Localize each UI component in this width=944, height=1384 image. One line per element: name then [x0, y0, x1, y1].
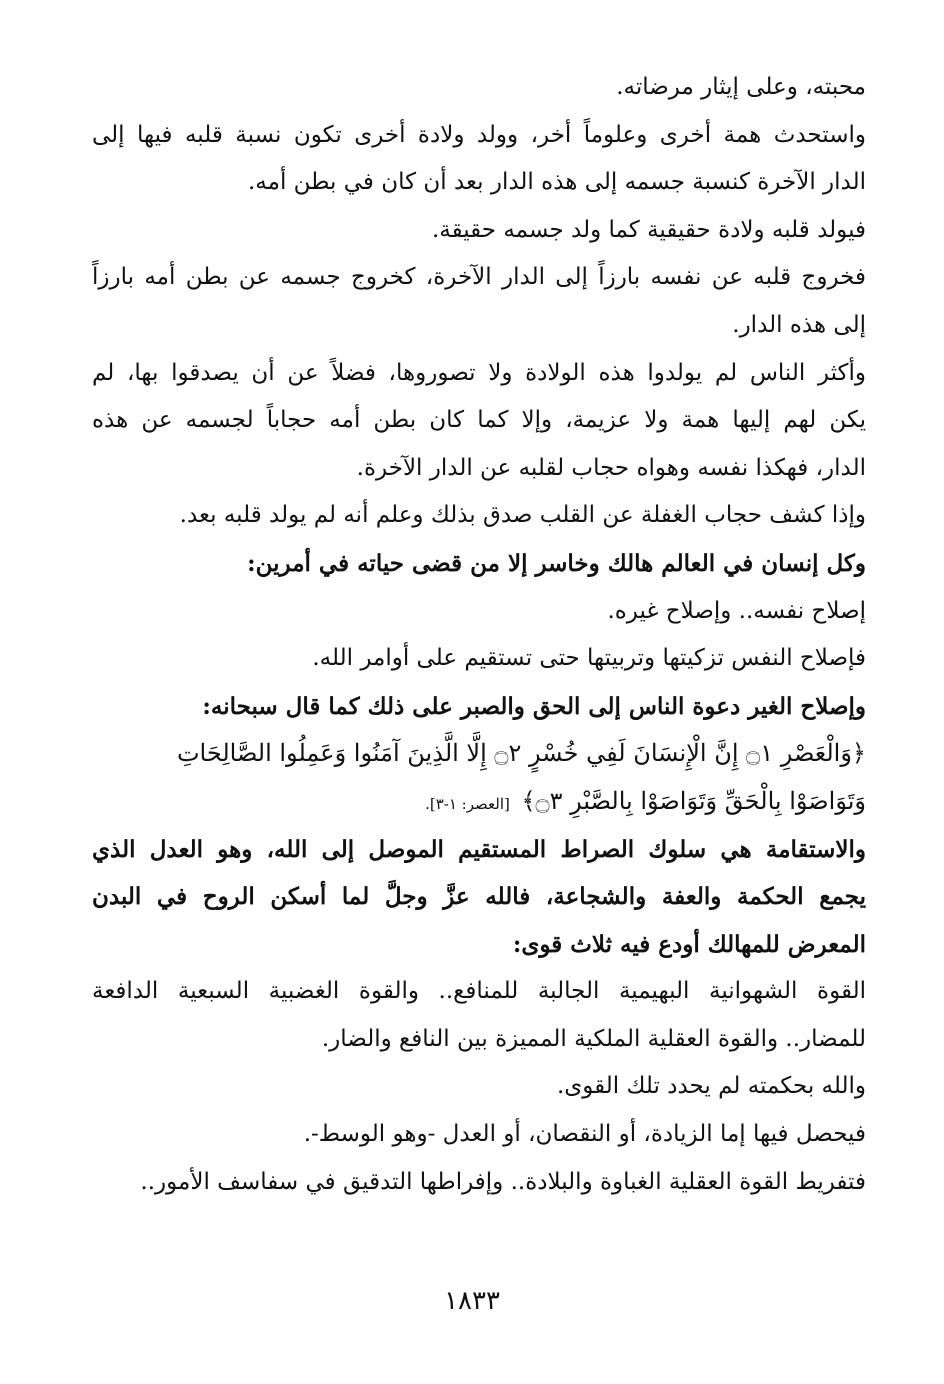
verse-citation: [العصر: ١-٣]. — [425, 794, 510, 813]
verse-text-1: ﴿وَالْعَصْرِ ۝١ إِنَّ الْإِنسَانَ لَفِي خُسْرٍ ۝٢ إِلَّا الَّذِينَ آمَنُوا وَعَمِلُوا الصَّالِحَاتِ — [176, 739, 866, 768]
text-line: يجمع الحكمة والعفة والشجاعة، فالله عزَّ وجلَّ لما أسكن الروح في البدن — [92, 883, 866, 911]
text-line: واستحدث همة أخرى وعلوماً أخر، وولد ولادة أخرى تكون نسبة قلبه فيها إلى — [92, 121, 866, 148]
text-line: فخروج قلبه عن نفسه بارزاً إلى الدار الآخرة، كخروج جسمه عن بطن أمه بارزاً — [92, 264, 866, 291]
page-body — [92, 64, 866, 1206]
text-line: وإذا كشف حجاب الغفلة عن القلب صدق بذلك وعلم أنه لم يولد قلبه بعد. — [179, 502, 866, 529]
text-line: للمضار.. والقوة العقلية الملكية المميزة بين النافع والضار. — [321, 1025, 866, 1052]
text-line: والاستقامة هي سلوك الصراط المستقيم الموصل إلى الله، وهو العدل الذي — [92, 835, 866, 863]
verse-line-1 — [92, 730, 866, 778]
text-line: الدار الآخرة كنسبة جسمه إلى هذه الدار بعد أن كان في بطن أمه. — [248, 169, 866, 196]
text-line: وكل إنسان في العالم هالك وخاسر إلا من قضى حياته في أمرين: — [247, 549, 866, 577]
text-line: إصلاح نفسه.. وإصلاح غيره. — [607, 597, 866, 624]
text-line: فيولد قلبه ولادة حقيقية كما ولد جسمه حقيقة. — [431, 216, 866, 243]
text-line: محبته، وعلى إيثار مرضاته. — [616, 74, 866, 100]
text-line: فيحصل فيها إما الزيادة، أو النقصان، أو العدل -وهو الوسط-. — [303, 1121, 866, 1148]
page-number: ١٨٣٣ — [444, 1286, 500, 1316]
text-line: فإصلاح النفس تزكيتها وتربيتها حتى تستقيم على أوامر الله. — [312, 645, 866, 672]
text-line: والله بحكمته لم يحدد تلك القوى. — [556, 1073, 866, 1100]
text-line: وإصلاح الغير دعوة الناس إلى الحق والصبر على ذلك كما قال سبحانه: — [202, 692, 866, 720]
text-line: إلى هذه الدار. — [732, 311, 866, 338]
verse-text-2: وَتَوَاصَوْا بِالْحَقِّ وَتَوَاصَوْا بِالصَّبْرِ ۝٣﴾ — [521, 786, 866, 815]
text-block-top — [92, 64, 866, 730]
text-line: يكن لهم إليها همة ولا عزيمة، وإلا كما كان بطن أمه حجاباً لجسمه عن هذه — [92, 407, 866, 434]
text-line: فتفريط القوة العقلية الغباوة والبلادة.. وإفراطها التدقيق في سفاسف الأمور.. — [140, 1168, 866, 1195]
text-block-bottom — [92, 826, 866, 1207]
text-line: القوة الشهوانية البهيمية الجالبة للمنافع.. والقوة الغضبية السبعية الدافعة — [92, 978, 866, 1005]
text-line: الدار، فهكذا نفسه وهواه حجاب لقلبه عن الدار الآخرة. — [356, 454, 866, 481]
text-line: وأكثر الناس لم يولدوا هذه الولادة ولا تصوروها، فضلاً عن أن يصدقوا بها، لم — [92, 359, 866, 386]
verse-line-2 — [92, 778, 866, 826]
text-line: المعرض للمهالك أودع فيه ثلاث قوى: — [512, 930, 866, 958]
